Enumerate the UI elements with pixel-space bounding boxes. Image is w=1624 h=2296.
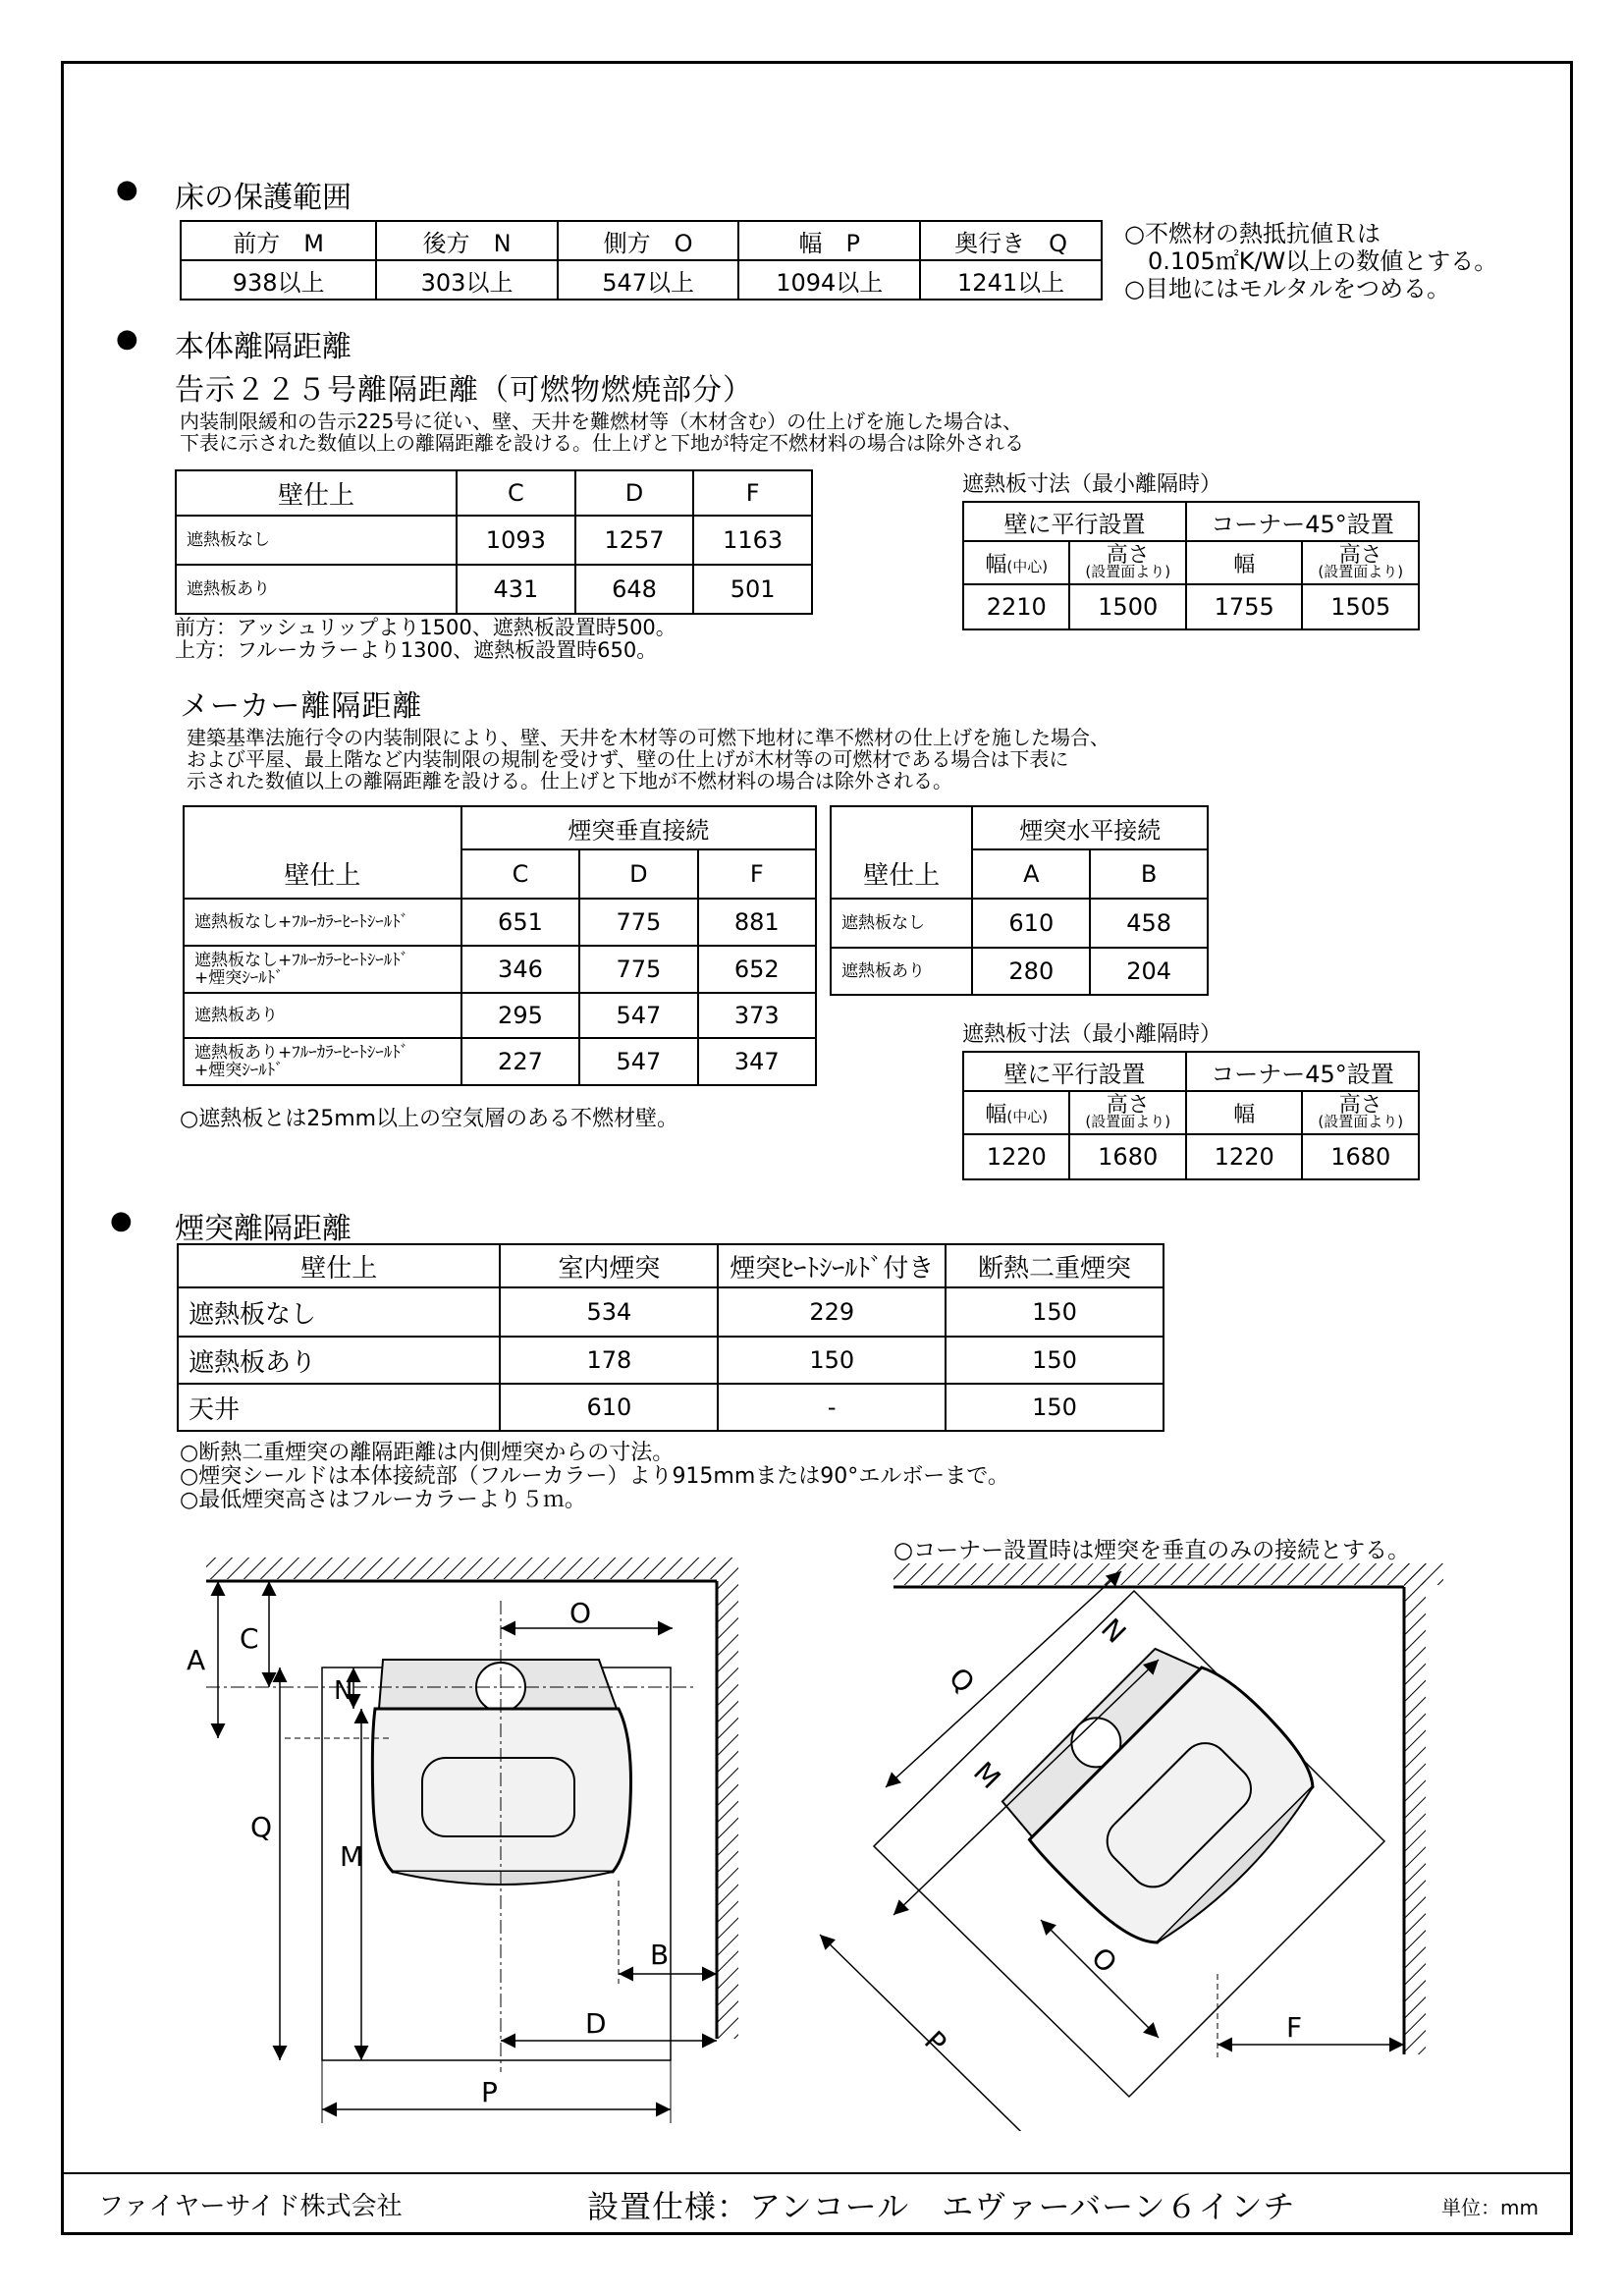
col-header-d: D [575, 470, 694, 516]
col-header-f: F [698, 849, 816, 899]
row-label [184, 993, 461, 1038]
installation-diagrams [147, 1542, 1453, 2131]
floor-header-depth: 奥行き Q [920, 221, 1102, 260]
cell-value: 881 [698, 899, 816, 946]
shield-value: 2210 [963, 584, 1069, 629]
cell-value: 775 [579, 946, 697, 993]
horizontal-group-header: 煙突水平接続 [972, 806, 1208, 849]
note-line: 上方：フルーカラーより1300、遮熱板設置時650。 [175, 638, 658, 662]
floor-title: 床の保護範囲 [175, 181, 352, 215]
cell-value: 150 [718, 1337, 946, 1384]
corner-install-note: ○コーナー設置時は煙突を垂直のみの接続とする。 [893, 1538, 1411, 1563]
shield-corner-height [1302, 541, 1419, 584]
floor-note: ○不燃材の熱抵抗値Ｒは [1124, 220, 1380, 247]
parallel-install-diagram [187, 1558, 738, 2123]
shield-value: 1680 [1069, 1134, 1186, 1179]
stove-body [1028, 1659, 1326, 1956]
center-label: (中心) [1006, 557, 1049, 575]
cell-value: 547 [579, 1038, 697, 1085]
shield-value: 1755 [1186, 584, 1303, 629]
desc-line: 建築基準法施行令の内装制限により、壁、天井を木材等の可燃下地材に準不燃材の仕上げを施した場合、 [187, 726, 1110, 749]
desc-line: 内装制限緩和の告示225号に従い、壁、天井を難燃材等（木材含む）の仕上げを施した場合は、 [180, 410, 1023, 433]
floor-value-side: 547以上 [558, 260, 739, 300]
note-line: 前方：アッシュリップより1500、遮熱板設置時500。 [175, 616, 677, 639]
maker-distance-subtitle: メーカー離隔距離 [180, 689, 423, 724]
row-label: 遮熱板あり [831, 948, 972, 995]
row-label-line: 遮熱板なし+ﾌﾙｰｶﾗｰﾋｰﾄｼｰﾙﾄﾞ [194, 951, 409, 970]
row-label-line: +煙突ｼｰﾙﾄﾞ [194, 968, 284, 988]
floor-value-back: 303以上 [376, 260, 558, 300]
row-label: 遮熱板あり [178, 1337, 500, 1384]
cell-value: 295 [461, 993, 579, 1038]
desc-line: 示された数値以上の離隔距離を設ける。仕上げと下地が不燃材料の場合は除外される。 [187, 769, 952, 793]
label-b: B [650, 1939, 670, 1971]
wall-hatch [206, 1558, 727, 1579]
cell-value: 651 [461, 899, 579, 946]
col-header-wall: 壁仕上 [184, 849, 461, 899]
label-d: D [585, 2007, 607, 2040]
shield-parallel-header: 壁に平行設置 [963, 1052, 1186, 1091]
chimney-notes [180, 1442, 1009, 1512]
shield-height [1069, 1091, 1186, 1134]
label-a: A [187, 1644, 206, 1676]
row-label: 遮熱板なし [178, 1287, 500, 1337]
shield-corner-width: 幅 [1186, 541, 1303, 584]
width-label: 幅 [985, 1102, 1007, 1127]
maker-distance-desc [187, 727, 1110, 792]
cell-value: 1093 [457, 516, 575, 565]
ash-lip [393, 1872, 613, 1885]
height-sub-label: (設置面より) [1318, 562, 1404, 580]
label-n: N [1095, 1612, 1133, 1650]
note-line: ○最低煙突高さはフルーカラーより５ｍ。 [180, 1488, 586, 1512]
shield-width-center [963, 1091, 1069, 1134]
label-p: P [918, 2024, 953, 2059]
shield-value: 1220 [1186, 1134, 1303, 1179]
notice-225-table [175, 469, 813, 615]
unit-label: 単位：mm [1441, 2196, 1539, 2219]
floor-table [180, 220, 1103, 301]
row-label: 遮熱板なし [176, 516, 457, 565]
company-name: ファイヤーサイド株式会社 [98, 2192, 403, 2221]
cell-value: 204 [1090, 948, 1208, 995]
label-n: N [334, 1676, 353, 1706]
notice-225-subtitle: 告示２２５号離隔距離（可燃物燃焼部分） [175, 373, 753, 408]
floor-header-width: 幅 P [738, 221, 920, 260]
cell-value: 150 [946, 1287, 1164, 1337]
cell-value: 229 [718, 1287, 946, 1337]
note-line: ○断熱二重煙突の離隔距離は内側煙突からの寸法。 [180, 1441, 675, 1465]
document-title: 設置仕様：アンコール エヴァーバーン６インチ [587, 2188, 1296, 2225]
blank-cell [184, 806, 461, 849]
col-header-c: C [457, 470, 575, 516]
shield-value: 1220 [963, 1134, 1069, 1179]
floor-note: 0.105㎡K/W以上の数値とする。 [1148, 247, 1498, 275]
floor-value-depth: 1241以上 [920, 260, 1102, 300]
col-header-indoor: 室内煙突 [500, 1244, 718, 1287]
shield-corner-header: コーナー45°設置 [1186, 502, 1419, 541]
shield-height [1069, 541, 1186, 584]
col-header-heatshield: 煙突ﾋｰﾄｼｰﾙﾄﾞ付き [718, 1244, 946, 1287]
col-header-wall: 壁仕上 [176, 470, 457, 516]
cell-value: 347 [698, 1038, 816, 1085]
row-label [184, 946, 461, 993]
shield-value: 1500 [1069, 584, 1186, 629]
cell-value: 431 [457, 565, 575, 614]
shield-definition-note: ○遮熱板とは25mm以上の空気層のある不燃材壁。 [180, 1107, 679, 1131]
cell-value: 280 [972, 948, 1090, 995]
wall-hatch [1404, 1563, 1426, 2054]
col-header-a: A [972, 849, 1090, 899]
cell-value: 652 [698, 946, 816, 993]
footer-divider [61, 2172, 1573, 2174]
corner-install-diagram [820, 1563, 1443, 2131]
horizontal-connection-table [830, 805, 1209, 996]
shield-size-title: 遮熱板寸法（最小離隔時） [962, 1022, 1222, 1047]
vertical-connection-table [183, 805, 817, 1086]
cell-value: 547 [579, 993, 697, 1038]
center-label: (中心) [1006, 1107, 1049, 1125]
notice-225-desc [180, 410, 1024, 454]
label-o: O [1085, 1941, 1123, 1980]
height-label: 高さ [1338, 1092, 1382, 1118]
cell-value: 534 [500, 1287, 718, 1337]
row-label: 遮熱板なし [831, 899, 972, 948]
row-label-line: +煙突ｼｰﾙﾄﾞ [194, 1061, 284, 1080]
floor-header-side: 側方 O [558, 221, 739, 260]
height-sub-label: (設置面より) [1085, 1112, 1171, 1130]
floor-value-front: 938以上 [181, 260, 376, 300]
wall-hatch [717, 1558, 738, 2039]
cell-value: 178 [500, 1337, 718, 1384]
notice-225-notes [175, 617, 677, 662]
cell-value: 1257 [575, 516, 694, 565]
cell-value: 610 [972, 899, 1090, 948]
height-label: 高さ [1106, 542, 1150, 568]
floor-note: ○目地にはモルタルをつめる。 [1124, 275, 1450, 302]
bullet-icon: ● [116, 175, 138, 204]
label-o: O [569, 1597, 592, 1629]
cell-value: 648 [575, 565, 694, 614]
label-m: M [967, 1755, 1007, 1796]
bullet-icon: ● [116, 324, 138, 354]
row-label [184, 1038, 461, 1085]
floor-header-back: 後方 N [376, 221, 558, 260]
note-line: ○煙突シールドは本体接続部（フルーカラー）より915mmまたは90°エルボーまで。 [180, 1464, 1009, 1489]
cell-value: 458 [1090, 899, 1208, 948]
cell-value: 373 [698, 993, 816, 1038]
cell-value: 150 [946, 1337, 1164, 1384]
height-sub-label: (設置面より) [1085, 562, 1171, 580]
shield-size-table [962, 1051, 1420, 1180]
cell-value: 1163 [693, 516, 812, 565]
shield-corner-width: 幅 [1186, 1091, 1303, 1134]
cell-value: 346 [461, 946, 579, 993]
row-label-line: 遮熱板あり+ﾌﾙｰｶﾗｰﾋｰﾄｼｰﾙﾄﾞ [194, 1043, 409, 1063]
shield-size-title: 遮熱板寸法（最小離隔時） [962, 472, 1222, 497]
floor-header-front: 前方 M [181, 221, 376, 260]
shield-value: 1505 [1302, 584, 1419, 629]
blank-cell [831, 806, 972, 849]
height-sub-label: (設置面より) [1318, 1112, 1404, 1130]
row-label-line: 遮熱板あり [194, 1006, 278, 1025]
col-header-f: F [693, 470, 812, 516]
desc-line: および平屋、最上階など内装制限の規制を受けず、壁の仕上げが木材等の可燃材である場合は下表に [187, 747, 1069, 771]
col-header-wall: 壁仕上 [178, 1244, 500, 1287]
shield-parallel-header: 壁に平行設置 [963, 502, 1186, 541]
stove-body [372, 1709, 630, 1872]
cell-value: 501 [693, 565, 812, 614]
chimney-title: 煙突離隔距離 [175, 1212, 352, 1246]
wall-hatch [893, 1563, 1443, 1585]
label-m: M [340, 1840, 364, 1873]
shield-value: 1680 [1302, 1134, 1419, 1179]
col-header-insulated: 断熱二重煙突 [946, 1244, 1164, 1287]
row-label: 天井 [178, 1384, 500, 1431]
body-distance-title: 本体離隔距離 [175, 330, 352, 364]
cell-value: 775 [579, 899, 697, 946]
cell-value: 610 [500, 1384, 718, 1431]
label-q: Q [943, 1661, 981, 1700]
shield-corner-header: コーナー45°設置 [1186, 1052, 1419, 1091]
label-p: P [481, 2076, 498, 2108]
row-label: 遮熱板あり [176, 565, 457, 614]
shield-corner-height [1302, 1091, 1419, 1134]
shield-size-table [962, 501, 1420, 630]
label-c: C [240, 1622, 259, 1655]
label-q: Q [250, 1811, 273, 1843]
col-header-b: B [1090, 849, 1208, 899]
vertical-group-header: 煙突垂直接続 [461, 806, 816, 849]
label-f: F [1286, 2011, 1303, 2044]
chimney-table [177, 1243, 1164, 1432]
height-label: 高さ [1338, 542, 1382, 568]
cell-value: - [718, 1384, 946, 1431]
row-label-line: 遮熱板なし+ﾌﾙｰｶﾗｰﾋｰﾄｼｰﾙﾄﾞ [194, 912, 409, 932]
height-label: 高さ [1106, 1092, 1150, 1118]
col-header-wall: 壁仕上 [831, 849, 972, 899]
col-header-c: C [461, 849, 579, 899]
cell-value: 150 [946, 1384, 1164, 1431]
floor-value-width: 1094以上 [738, 260, 920, 300]
width-label: 幅 [985, 552, 1007, 577]
cell-value: 227 [461, 1038, 579, 1085]
row-label [184, 899, 461, 946]
shield-width-center [963, 541, 1069, 584]
desc-line: 下表に示された数値以上の離隔距離を設ける。仕上げと下地が特定不燃材料の場合は除外される [180, 431, 1024, 455]
bullet-icon: ● [110, 1206, 133, 1235]
floor-notes [1124, 220, 1497, 302]
col-header-d: D [579, 849, 697, 899]
